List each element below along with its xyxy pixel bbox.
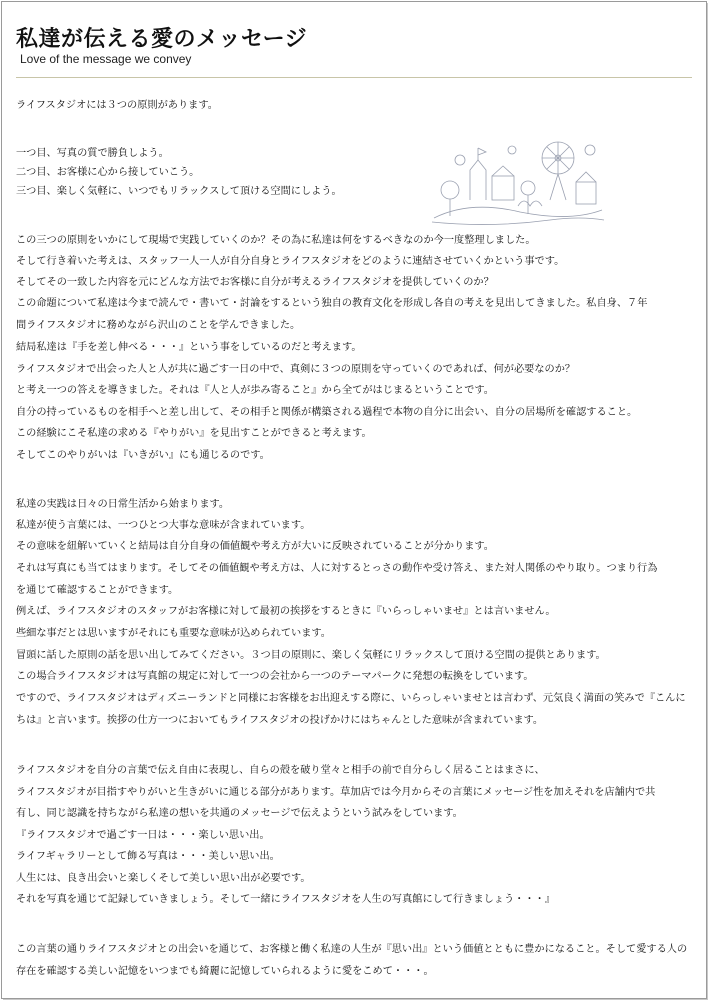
body-line: 結局私達は『手を差し伸べる・・・』という事をしているのだと考えます。 bbox=[16, 342, 362, 353]
body-line: 自分の持っているものを相手へと差し出して、その相手と関係が構築される過程で本物の自分に出会い、自分の居場所を確認すること。 bbox=[16, 407, 638, 418]
page-subtitle: Love of the message we convey bbox=[20, 52, 192, 66]
body-line: 些細な事だとは思いますがそれにも重要な意味が込められています。 bbox=[16, 628, 331, 639]
body-line: 私達が使う言葉には、一つひとつ大事な意味が含まれています。 bbox=[16, 520, 311, 531]
page-frame bbox=[1, 1, 707, 999]
body-line: 二つ目、お客様に心から接していこう。 bbox=[16, 167, 200, 178]
body-line: 一つ目、写真の質で勝負しよう。 bbox=[16, 148, 169, 159]
page-title: 私達が伝える愛のメッセージ bbox=[16, 27, 308, 52]
body-line: それを写真を通じて記録していきましょう。そして一緒にライフスタジオを人生の写真館にして行きましょう・・・』 bbox=[16, 894, 555, 905]
body-line: 有し、同じ認識を持ちながら私達の想いを共通のメッセージで伝えようという試みをしています。 bbox=[16, 808, 463, 819]
body-line: ライフギャラリーとして飾る写真は・・・美しい思い出。 bbox=[16, 851, 280, 862]
body-line: その意味を紐解いていくと結局は自分自身の価値観や考え方が大いに反映されていることが分かります。 bbox=[16, 541, 494, 552]
body-line: ライフスタジオを自分の言葉で伝え自由に表現し、自らの殻を破り堂々と相手の前で自分らしく居ることはまさに、 bbox=[16, 765, 545, 776]
body-line: それは写真にも当てはまります。そしてその価値観や考え方は、人に対するとっさの動作や受け答え、また対人関係のやり取り。つまり行為 bbox=[16, 563, 658, 574]
body-line: そしてこのやりがいは『いきがい』にも通じるのです。 bbox=[16, 450, 270, 461]
body-line: ライフスタジオで出会った人と人が共に過ごす一日の中で、真剣に３つの原則を守っていくのであれば、何が必要なのか？ bbox=[16, 364, 576, 375]
body-line: ライフスタジオには３つの原則があります。 bbox=[16, 100, 218, 111]
body-line: ですので、ライフスタジオはディズニーランドと同様にお客様をお出迎えする際に、いらっしゃいませとは言わず、元気良く満面の笑みで『こんに bbox=[16, 693, 686, 704]
body-line: この経験にこそ私達の求める『やりがい』を見出すことができると考えます。 bbox=[16, 428, 372, 439]
body-line: と考え一つの答えを導きました。それは『人と人が歩み寄ること』から全てがはじまるということです。 bbox=[16, 385, 494, 396]
body-line: 間ライフスタジオに務めながら沢山のことを学んできました。 bbox=[16, 320, 301, 331]
body-line: この三つの原則をいかにして現場で実践していくのか？その為に私達は何をするべきなのか今一度整理しました。 bbox=[16, 235, 536, 246]
body-line: 存在を確認する美しい記憶をいつまでも綺麗に記憶していられるように愛をこめて・・・。 bbox=[16, 966, 434, 977]
body-line: ライフスタジオが目指すやりがいと生きがいに通じる部分があります。草加店では今月からその言葉にメッセージ性を加えそれを店舗内で共 bbox=[16, 787, 656, 798]
title-divider bbox=[16, 77, 692, 78]
body-line: そしてその一致した内容を元にどんな方法でお客様に自分が考えるライフスタジオを提供していくのか？ bbox=[16, 277, 494, 288]
body-line: 『ライフスタジオで過ごす一日は・・・楽しい思い出。 bbox=[16, 830, 270, 841]
body-line: 三つ目、楽しく気軽に、いつでもリラックスして頂ける空間にしよう。 bbox=[16, 186, 342, 197]
body-line: 人生には、良き出会いと楽しくそして美しい思い出が必要です。 bbox=[16, 873, 311, 884]
body-line: この言葉の通りライフスタジオとの出会いを通じて、お客様と働く私達の人生が『思い出』という価値とともに豊かになること。そして愛する人の bbox=[16, 944, 688, 955]
body-line: この場合ライフスタジオは写真館の規定に対して一つの会社から一つのテーマパークに発想の転換をしています。 bbox=[16, 671, 534, 682]
theme-park-illustration-icon bbox=[430, 130, 606, 228]
body-line: 冒頭に話した原則の話を思い出してみてください。３つ目の原則に、楽しく気軽にリラックスして頂ける空間の提供とあります。 bbox=[16, 650, 606, 661]
body-line: を通じて確認することができます。 bbox=[16, 585, 179, 596]
body-line: 例えば、ライフスタジオのスタッフがお客様に対して最初の挨拶をするときに『いらっしゃいませ』とは言いません。 bbox=[16, 606, 556, 617]
body-line: この命題について私達は今まで読んで・書いて・討論をするという独自の教育文化を形成し各自の考えを見出してきました。私自身、７年 bbox=[16, 298, 648, 309]
body-line: ちは』と言います。挨拶の仕方一つにおいてもライフスタジオの投げかけにはちゃんとした意味が含まれています。 bbox=[16, 715, 544, 726]
body-line: そして行き着いた考えは、スタッフ一人一人が自分自身とライフスタジオをどのように連結させていくかという事です。 bbox=[16, 256, 565, 267]
body-line: 私達の実践は日々の日常生活から始まります。 bbox=[16, 499, 230, 510]
